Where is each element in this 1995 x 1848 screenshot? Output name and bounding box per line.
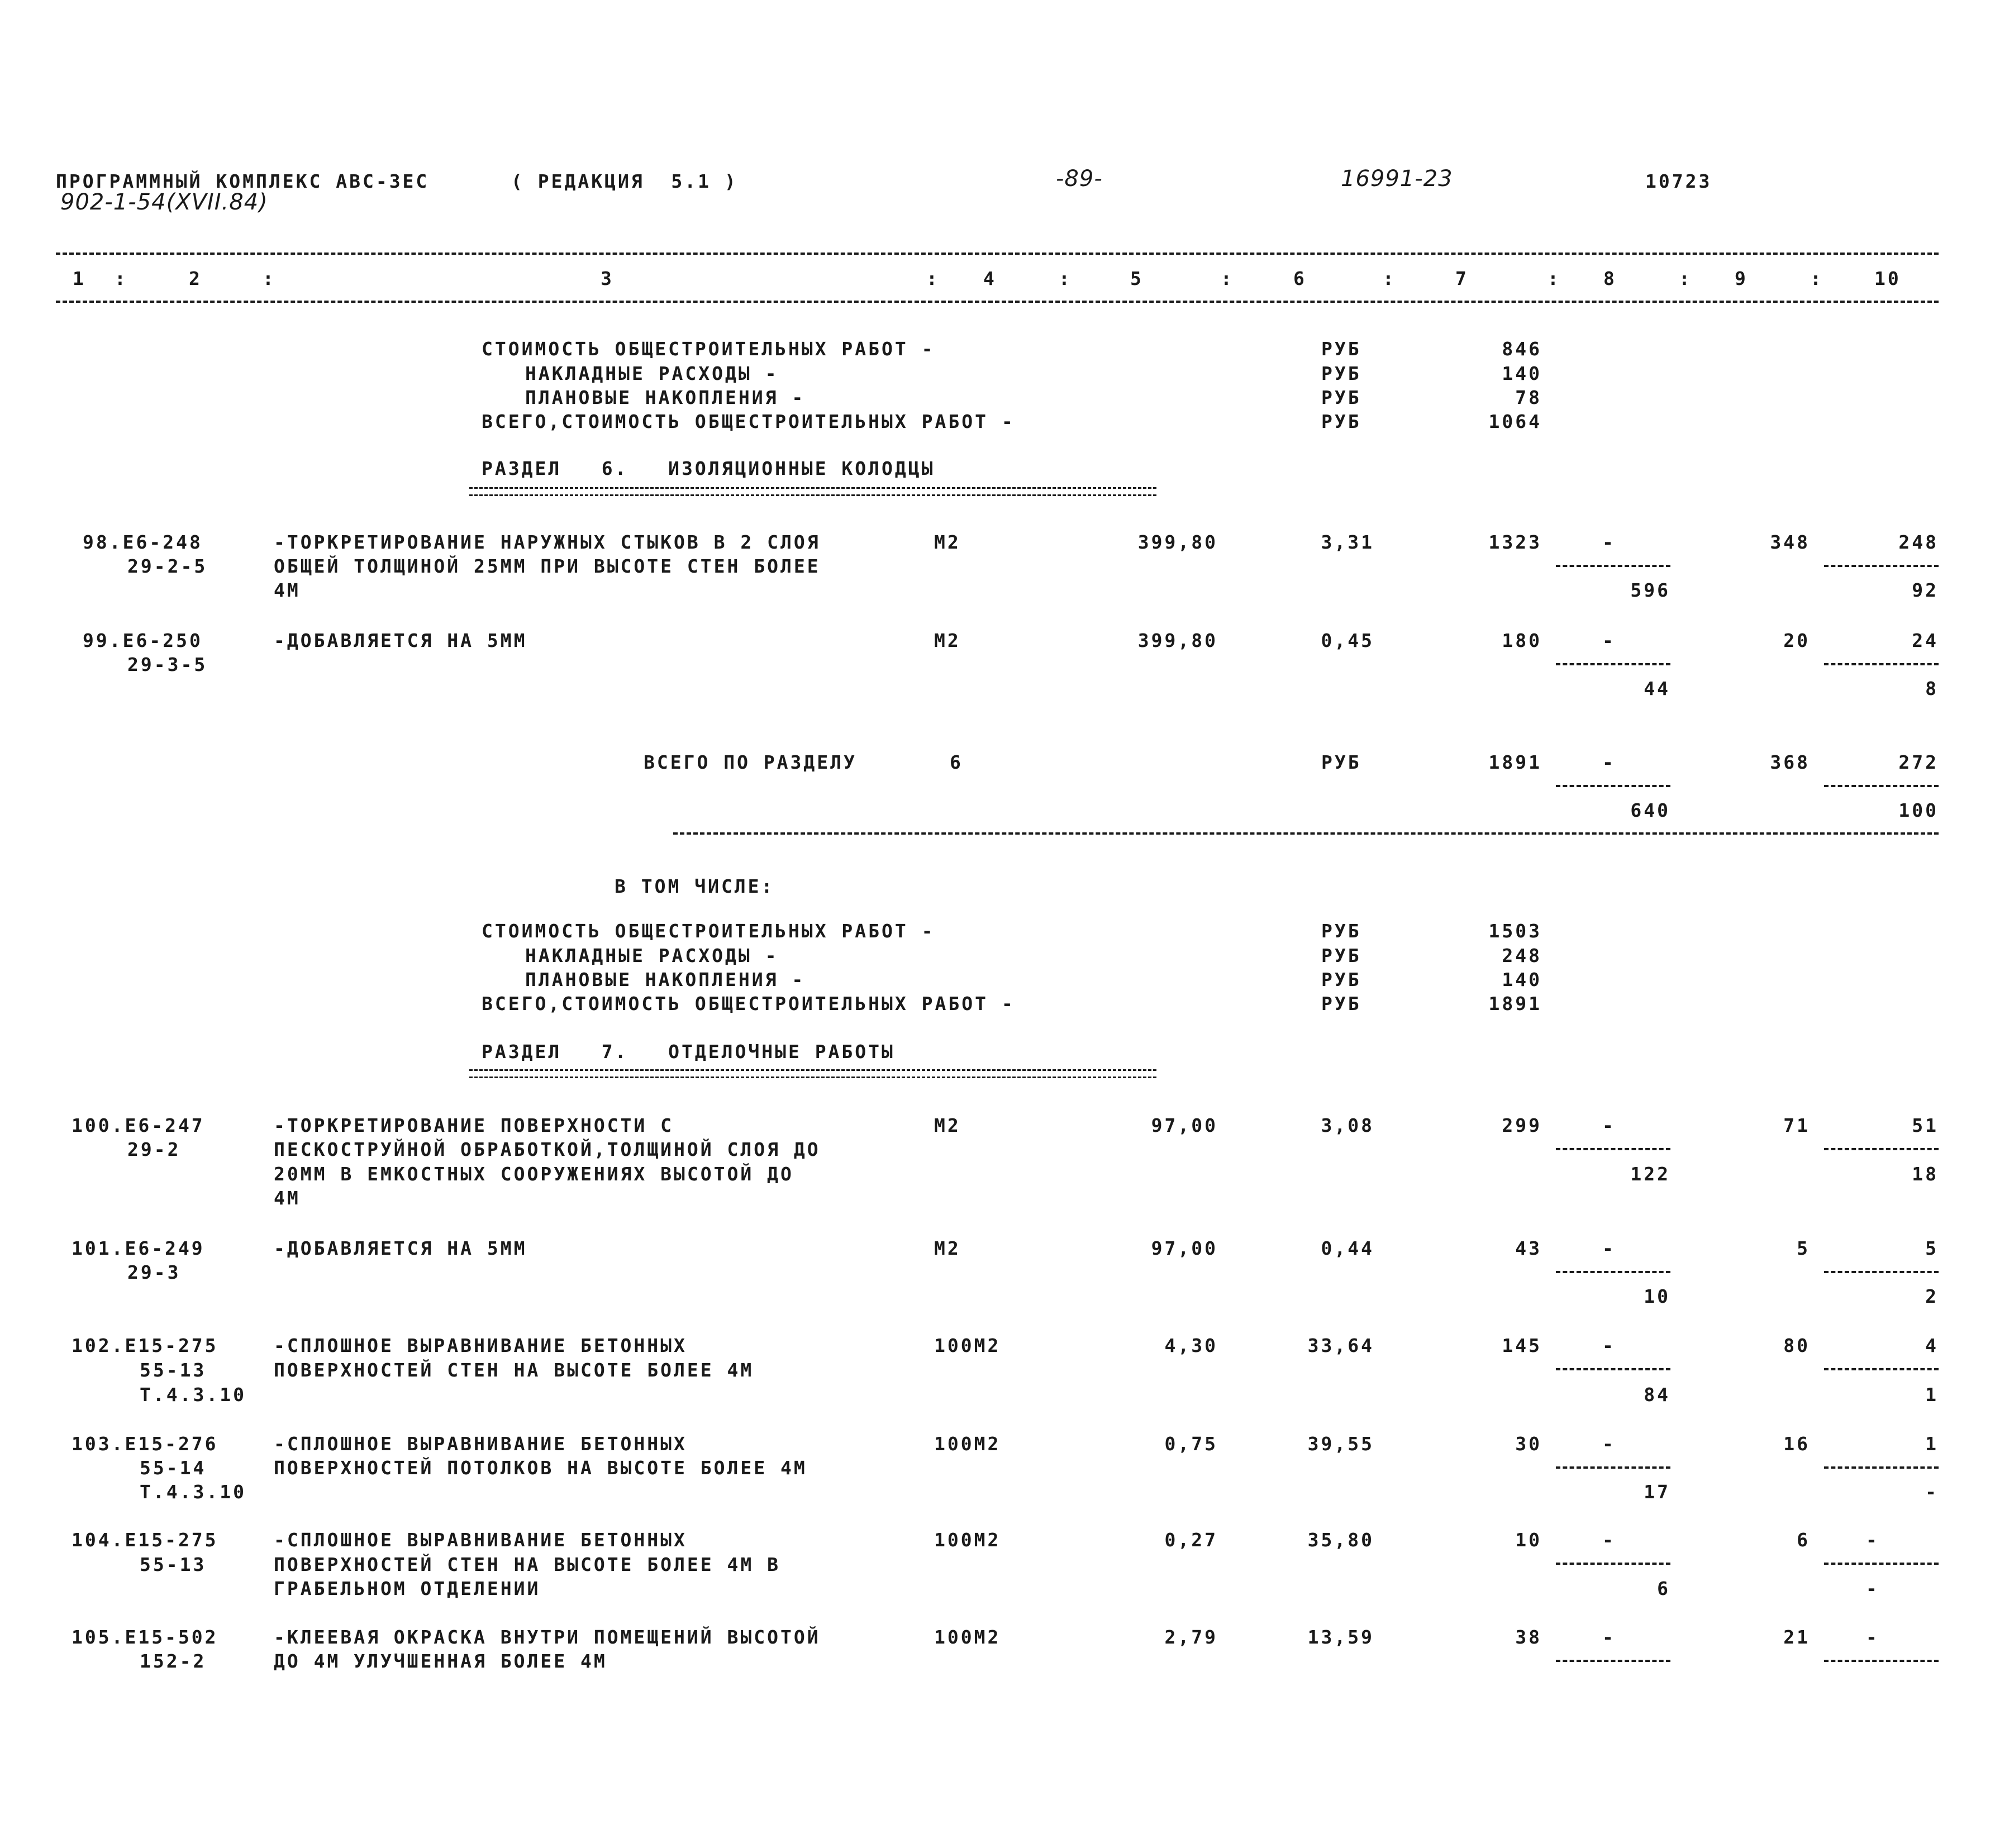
section-total-col9: 368 [1770,751,1810,773]
row-col8-bottom: 17 [1644,1481,1670,1503]
row-col8-bottom: 44 [1644,678,1670,699]
summary-line: ПЛАНОВЫЕ НАКОПЛЕНИЯ - [525,387,806,408]
summary-value: 140 [1502,363,1542,384]
row-col9: 16 [1783,1433,1810,1455]
document-code: 10723 [1645,170,1712,192]
summary-value: 846 [1502,338,1542,360]
row-col10-top: 1 [1925,1433,1939,1455]
row-price: 33,64 [1307,1335,1374,1356]
column-separator: : [1059,268,1072,289]
edition-label: ( РЕДАКЦИЯ 5.1 ) [511,170,738,192]
fraction-line [1824,1466,1939,1469]
row-col10-top: 4 [1925,1335,1939,1356]
summary-value: 1891 [1488,993,1542,1015]
row-code: 101.Е6-249 [72,1237,205,1259]
row-price: 3,31 [1321,531,1374,553]
column-separator: : [263,268,276,289]
row-col10-bottom: 18 [1912,1163,1939,1185]
summary-line: НАКЛАДНЫЕ РАСХОДЫ - [525,363,779,384]
row-qty: 399,80 [1137,630,1218,651]
row-col8-bottom: 84 [1644,1384,1670,1406]
summary-unit: РУБ [1321,363,1361,384]
row-desc: ДО 4М УЛУЧШЕННАЯ БОЛЕЕ 4М [274,1650,607,1672]
row-desc: -ТОРКРЕТИРОВАНИЕ НАРУЖНЫХ СТЫКОВ В 2 СЛОЯ [274,531,821,553]
row-col10-top: 5 [1925,1237,1939,1259]
column-header: 8 [1603,268,1617,289]
row-total: 30 [1515,1433,1542,1455]
fraction-line [1556,1271,1670,1273]
row-ref: 29-2-5 [127,555,208,577]
row-col10-top: 248 [1898,531,1939,553]
summary-line: ВСЕГО,СТОИМОСТЬ ОБЩЕСТРОИТЕЛЬНЫХ РАБОТ - [482,411,1015,432]
row-desc: -ТОРКРЕТИРОВАНИЕ ПОВЕРХНОСТИ С [274,1114,674,1136]
row-col8-top: - [1602,1114,1616,1136]
row-price: 13,59 [1307,1626,1374,1648]
fraction-line [1824,1660,1939,1662]
summary-unit: РУБ [1321,411,1361,432]
including-label: В ТОМ ЧИСЛЕ: [615,875,775,897]
section-underline [469,1069,1156,1078]
header-top-rule [56,253,1939,255]
row-col10-top: 51 [1912,1114,1939,1136]
row-desc: ПОВЕРХНОСТЕЙ ПОТОЛКОВ НА ВЫСОТЕ БОЛЕЕ 4М [274,1457,807,1479]
row-col9: 21 [1783,1626,1810,1648]
row-price: 39,55 [1307,1433,1374,1455]
row-code: 104.Е15-275 [72,1529,218,1551]
row-desc: -СПЛОШНОЕ ВЫРАВНИВАНИЕ БЕТОННЫХ [274,1335,687,1356]
row-price: 3,08 [1321,1114,1374,1136]
fraction-line [1556,663,1670,665]
column-separator: : [115,268,128,289]
row-unit: М2 [934,1114,961,1136]
column-separator: : [1548,268,1561,289]
row-code: 98.Е6-248 [83,531,203,553]
fraction-line [1556,1563,1670,1565]
row-price: 0,44 [1321,1237,1374,1259]
column-header: 1 [73,268,86,289]
row-ref: 152-2 [140,1650,207,1672]
section-total-col8-top: - [1602,751,1616,773]
row-col8-bottom: 596 [1630,579,1670,601]
row-col8-top: - [1602,1529,1616,1551]
column-header: 9 [1735,268,1748,289]
row-ref: 29-2 [127,1139,181,1160]
summary-line: НАКЛАДНЫЕ РАСХОДЫ - [525,945,779,966]
row-qty: 2,79 [1164,1626,1218,1648]
row-col10-top: - [1866,1529,1879,1551]
row-code: 102.Е15-275 [72,1335,218,1356]
summary-value: 140 [1502,969,1542,990]
column-header: 6 [1293,268,1307,289]
row-total: 180 [1502,630,1542,651]
fraction-line [1824,1148,1939,1150]
program-name: ПРОГРАММНЫЙ КОМПЛЕКС АВС-3ЕС [56,170,430,192]
row-unit: 100М2 [934,1335,1001,1356]
fraction-line [1556,1368,1670,1370]
row-col9: 80 [1783,1335,1810,1356]
fraction-line [1556,1466,1670,1469]
document-number: 16991-23 [1341,166,1453,192]
summary-unit: РУБ [1321,387,1361,408]
section-title: РАЗДЕЛ 6. ИЗОЛЯЦИОННЫЕ КОЛОДЦЫ [482,458,935,479]
column-separator: : [1679,268,1692,289]
row-col8-top: - [1602,1433,1616,1455]
row-code: 100.Е6-247 [72,1114,205,1136]
summary-line: ВСЕГО,СТОИМОСТЬ ОБЩЕСТРОИТЕЛЬНЫХ РАБОТ - [482,993,1015,1015]
row-unit: М2 [934,1237,961,1259]
summary-unit: РУБ [1321,945,1361,966]
column-separator: : [1810,268,1823,289]
column-separator: : [1221,268,1234,289]
row-qty: 97,00 [1151,1114,1218,1136]
row-unit: 100М2 [934,1626,1001,1648]
summary-unit: РУБ [1321,993,1361,1015]
row-desc: 20ММ В ЕМКОСТНЫХ СООРУЖЕНИЯХ ВЫСОТОЙ ДО [274,1163,794,1185]
column-header: 3 [601,268,614,289]
fraction-line [1556,1660,1670,1662]
row-qty: 0,75 [1164,1433,1218,1455]
row-col9: 71 [1783,1114,1810,1136]
section-total-col8-bottom: 640 [1630,799,1670,821]
row-total: 299 [1502,1114,1542,1136]
fraction-line [1824,1271,1939,1273]
section-total-number: 6 [950,751,963,773]
section-total-unit: РУБ [1321,751,1361,773]
row-total: 43 [1515,1237,1542,1259]
section-total-col10-bottom: 100 [1898,799,1939,821]
row-qty: 399,80 [1137,531,1218,553]
fraction-line [1824,663,1939,665]
row-unit: М2 [934,531,961,553]
row-total: 1323 [1488,531,1542,553]
summary-line: СТОИМОСТЬ ОБЩЕСТРОИТЕЛЬНЫХ РАБОТ - [482,338,935,360]
summary-value: 78 [1515,387,1542,408]
summary-value: 248 [1502,945,1542,966]
column-header: 4 [983,268,997,289]
row-desc: ОБЩЕЙ ТОЛЩИНОЙ 25ММ ПРИ ВЫСОТЕ СТЕН БОЛЕЕ [274,555,821,577]
row-unit: М2 [934,630,961,651]
row-unit: 100М2 [934,1529,1001,1551]
row-col8-top: - [1602,1335,1616,1356]
summary-unit: РУБ [1321,338,1361,360]
section-underline [469,487,1156,496]
summary-value: 1503 [1488,920,1542,942]
row-col8-top: - [1602,531,1616,553]
column-header: 7 [1455,268,1469,289]
row-col8-top: - [1602,1237,1616,1259]
row-col8-top: - [1602,1626,1616,1648]
row-desc: -КЛЕЕВАЯ ОКРАСКА ВНУТРИ ПОМЕЩЕНИЙ ВЫСОТОЙ [274,1626,821,1648]
row-desc: ГРАБЕЛЬНОМ ОТДЕЛЕНИИ [274,1578,541,1599]
row-col10-bottom: 1 [1925,1384,1939,1406]
fraction-line [1556,1148,1670,1150]
row-ref: 55-13 [140,1554,207,1575]
row-qty: 0,27 [1164,1529,1218,1551]
row-col10-bottom: 2 [1925,1285,1939,1307]
section-title: РАЗДЕЛ 7. ОТДЕЛОЧНЫЕ РАБОТЫ [482,1041,895,1063]
row-desc: 4М [274,579,301,601]
section-total-label: ВСЕГО ПО РАЗДЕЛУ [644,751,857,773]
column-header: 5 [1130,268,1144,289]
row-col8-bottom: 6 [1657,1578,1670,1599]
summary-line: СТОИМОСТЬ ОБЩЕСТРОИТЕЛЬНЫХ РАБОТ - [482,920,935,942]
row-code: 99.Е6-250 [83,630,203,651]
section-total-rule [673,832,1939,835]
section-total-col10-top: 272 [1898,751,1939,773]
row-qty: 4,30 [1164,1335,1218,1356]
row-col8-bottom: 10 [1644,1285,1670,1307]
column-header: 10 [1874,268,1901,289]
row-unit: 100М2 [934,1433,1001,1455]
row-col10-bottom: - [1925,1481,1939,1503]
fraction-line [1824,1368,1939,1370]
fraction-line [1824,565,1939,567]
summary-unit: РУБ [1321,920,1361,942]
header-bottom-rule [56,301,1939,303]
row-col10-bottom: 92 [1912,579,1939,601]
fraction-line [1556,565,1670,567]
row-col10-top: - [1866,1626,1879,1648]
row-total: 145 [1502,1335,1542,1356]
summary-line: ПЛАНОВЫЕ НАКОПЛЕНИЯ - [525,969,806,990]
column-separator: : [1383,268,1396,289]
row-desc: ПЕСКОСТРУЙНОЙ ОБРАБОТКОЙ,ТОЛЩИНОЙ СЛОЯ ДО [274,1139,821,1160]
row-desc: -ДОБАВЛЯЕТСЯ НА 5ММ [274,1237,527,1259]
row-col9: 348 [1770,531,1810,553]
row-col8-bottom: 122 [1630,1163,1670,1185]
fraction-line [1824,1563,1939,1565]
row-code: 105.Е15-502 [72,1626,218,1648]
row-col8-top: - [1602,630,1616,651]
column-header: 2 [189,268,202,289]
row-col9: 6 [1797,1529,1810,1551]
row-qty: 97,00 [1151,1237,1218,1259]
column-separator: : [926,268,940,289]
row-desc: -СПЛОШНОЕ ВЫРАВНИВАНИЕ БЕТОННЫХ [274,1529,687,1551]
row-desc: -СПЛОШНОЕ ВЫРАВНИВАНИЕ БЕТОННЫХ [274,1433,687,1455]
row-col9: 20 [1783,630,1810,651]
row-desc: 4М [274,1187,301,1209]
summary-value: 1064 [1488,411,1542,432]
summary-unit: РУБ [1321,969,1361,990]
row-ref: 29-3 [127,1261,181,1283]
row-ref: 29-3-5 [127,654,208,675]
row-desc: -ДОБАВЛЯЕТСЯ НА 5ММ [274,630,527,651]
row-ref-2: Т.4.3.10 [140,1384,246,1406]
row-col10-top: 24 [1912,630,1939,651]
row-col10-bottom: 8 [1925,678,1939,699]
row-ref-2: Т.4.3.10 [140,1481,246,1503]
fraction-line [1556,785,1670,787]
row-price: 35,80 [1307,1529,1374,1551]
fraction-line [1824,785,1939,787]
row-price: 0,45 [1321,630,1374,651]
row-col9: 5 [1797,1237,1810,1259]
row-ref: 55-14 [140,1457,207,1479]
row-desc: ПОВЕРХНОСТЕЙ СТЕН НА ВЫСОТЕ БОЛЕЕ 4М [274,1359,754,1381]
row-total: 10 [1515,1529,1542,1551]
row-ref: 55-13 [140,1359,207,1381]
row-code: 103.Е15-276 [72,1433,218,1455]
row-total: 38 [1515,1626,1542,1648]
section-total-value: 1891 [1488,751,1542,773]
row-desc: ПОВЕРХНОСТЕЙ СТЕН НА ВЫСОТЕ БОЛЕЕ 4М В [274,1554,780,1575]
project-number: 902-1-54(XVII.84) [60,189,268,215]
page-number: -89- [1056,166,1103,192]
row-col10-bottom: - [1866,1578,1879,1599]
